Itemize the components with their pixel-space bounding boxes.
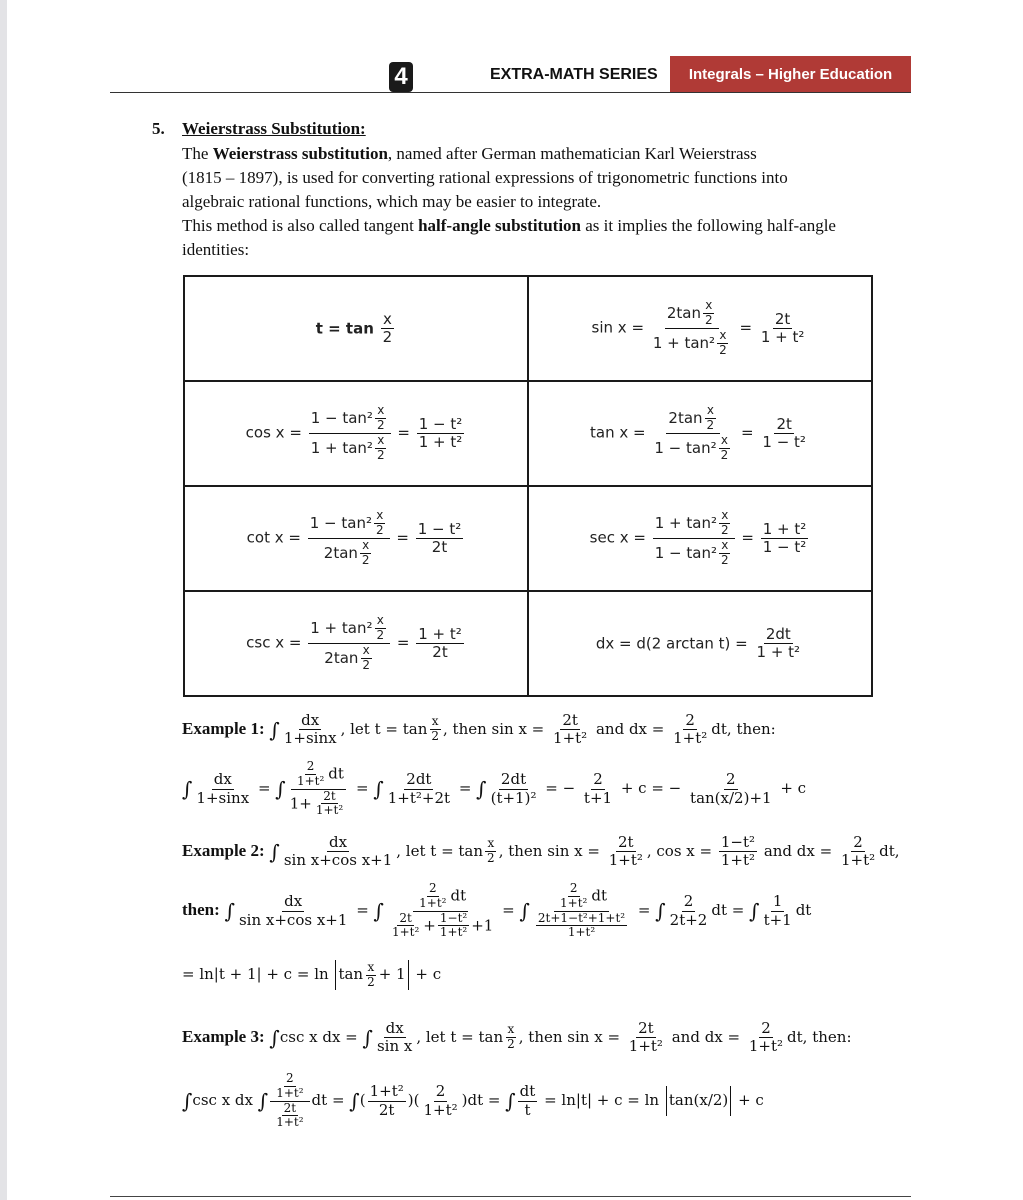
paragraph-line-5: identities: <box>182 240 250 259</box>
identity-tan: tan x = 2tan $\frac{x}{2}$ 1 − tan² $\frac{x}{2}$ = $\frac{2t}{\text{1 − t²}}$ <box>528 381 872 486</box>
paragraph-line-4: This method is also called tangent half-angle substitution as it implies the following half-angle <box>182 216 836 235</box>
paragraph-line-3: algebraic rational functions, which may be easier to integrate. <box>182 192 602 211</box>
identity-csc: csc x = 1 + tan² $\frac{x}{2}$ 2tan $\frac{x}{2}$ = $\frac{\text{1 + t²}}{2t}$ <box>184 591 528 696</box>
header-rule <box>110 92 911 93</box>
identity-cot: cot x = 1 − tan² $\frac{x}{2}$ 2tan $\frac{x}{2}$ = $\frac{\text{1 − t²}}{2t}$ <box>184 486 528 591</box>
example-2-statement: Example 2: ∫ $\frac{dx}{\text{sin x+cos x+1}}$ , let t = tan $\frac{x}{2}$ , then sin x = $\frac{2t}{\text{1+t²}}$ , cos x = $\frac{\text{1−t²}}{\text{1+t²}}$ and dx = $\frac{2}{\text{1+t²}}$ dt, <box>182 833 900 870</box>
page-left-border <box>0 0 7 1200</box>
identity-dx: dx = d(2 arctan t) = $\frac{2dt}{\text{1 + t²}}$ <box>528 591 872 696</box>
example-1-statement: Example 1: ∫ $\frac{dx}{1+\sin x}$ , let t = tan $\frac{x}{2}$ , then sin x = $\frac{2t}{\text{1+t²}}$ and dx = $\frac{2}{\text{1+t²}}$ dt, then: <box>182 711 776 748</box>
paragraph-line-2: (1815 – 1897), is used for converting rational expressions of trigonometric functions into <box>182 168 788 187</box>
identity-t-definition: t = tan $\frac{x}{2}$ <box>184 276 528 381</box>
example-2-result: = ln|t + 1| + c = ln tan $\frac{x}{2}$ + 1 + c <box>182 959 442 989</box>
section-title: Weierstrass Substitution: <box>182 119 366 138</box>
example-3-statement: Example 3: ∫csc x dx = ∫ $\frac{dx}{\text{sin x}}$ , let t = tan $\frac{x}{2}$ , then sin x = $\frac{2t}{\text{1+t²}}$ and dx = $\frac{2}{\text{1+t²}}$ dt, then: <box>182 1019 852 1056</box>
identity-sec: sec x = 1 + tan² $\frac{x}{2}$ 1 − tan² $\frac{x}{2}$ = $\frac{\text{1 + t²}}{\text{1 − t²}}$ <box>528 486 872 591</box>
section-number: 5. <box>152 119 165 138</box>
identities-table <box>183 275 873 697</box>
footer-rule <box>110 1196 911 1197</box>
example-3-solution: ∫csc x dx ∫ $\frac{\frac{2}{\text{1+t²}}}{\frac{2t}{\text{1+t²}}}$ dt = ∫( $\frac{\text{1+t²}}{2t}$ )( $\frac{2}{\text{1+t²}}$ )dt = ∫ $\frac{dt}{t}$ = ln|t| + c = ln tan(x/2) + c <box>182 1071 764 1130</box>
series-title: EXTRA-MATH SERIES <box>490 66 658 83</box>
page-number-badge: 4 <box>389 62 413 92</box>
example-2-solution: then: ∫ $\frac{dx}{\text{sin x+cos x+1}}$ = ∫ $\frac{2}{\text{1+t²}}$ dt $\frac{2t}{\text{1+t²}}$ + $\frac{\text{1−t²}}{\text{1+t²}}$ +1 = ∫ $\frac{2}{\text{1+t²}}$ dt $\frac{\text{2t+1−t²+1+t²}}{\text{1+t²}}$ = ∫ $\frac{2}{2t+2}$ dt = ∫ $\frac{1}{t+1}$ dt <box>182 881 812 940</box>
subject-tag: Integrals – Higher Education <box>670 56 911 93</box>
paragraph-line-1: The Weierstrass substitution, named after German mathematician Karl Weierstrass <box>182 144 757 163</box>
identity-sin: sin x = 2tan $\frac{x}{2}$ 1 + tan² $\frac{x}{2}$ = $\frac{2t}{\text{1 + t²}}$ <box>528 276 872 381</box>
identity-cos: cos x = 1 − tan² $\frac{x}{2}$ 1 + tan² $\frac{x}{2}$ = $\frac{\text{1 − t²}}{\text{1 + t²}}$ <box>184 381 528 486</box>
example-1-solution: ∫ $\frac{dx}{1+\sin x}$ = ∫ $\frac{2}{\text{1+t²}}$ dt 1+ $\frac{2t}{\text{1+t²}}$ = ∫ $\frac{2dt}{\text{1+t²+2t}}$ = ∫ $\frac{2dt}{\text{(t+1)²}}$ = − $\frac{2}{t+1}$ + c = − $\frac{2}{\tan(x/2)+1}$ + c <box>182 759 807 818</box>
